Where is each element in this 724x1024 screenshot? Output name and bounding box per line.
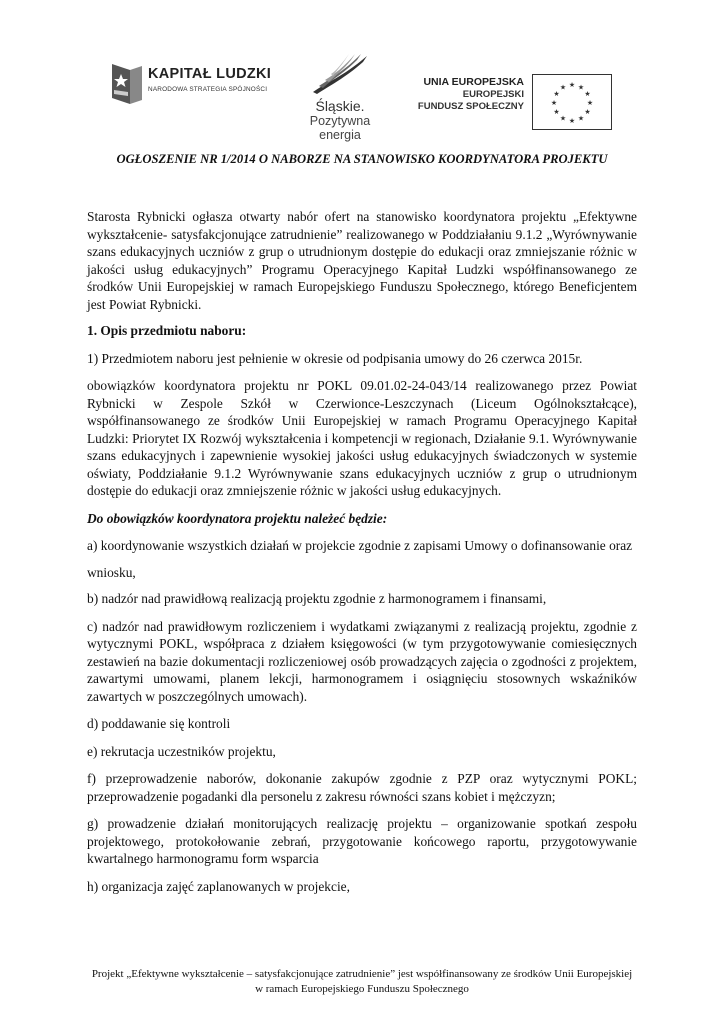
svg-text:★: ★: [553, 90, 560, 98]
eu-flag-icon: [532, 74, 612, 130]
page-title: OGŁOSZENIE NR 1/2014 O NABORZE NA STANOWISKO KOORDYNATORA PROJEKTU: [116, 152, 608, 166]
duty-c: c) nadzór nad prawidłowym rozliczeniem i wydatkami związanymi z realizacją projektu, zgodnie z wytycznymi POKL, współpraca z działem księgowości (w tym przygotowywanie comiesięcznych zestawień na bazie dokumentacji rozliczeniowej osób prowadzących zajęcia o zgodności z projektem, zawartymi umowami, planem lekcji, harmonogramem i osiągnięciu stosownych wskaźników zawartych w poszczególnych umowach).: [87, 618, 637, 704]
header-logos: [0, 48, 724, 142]
kapital-ludzki-subtitle: NARODOWA STRATEGIA SPÓJNOŚCI: [148, 86, 268, 93]
svg-text:★: ★: [586, 99, 594, 107]
duties-description: obowiązków koordynatora projektu nr POKL 09.01.02-24-043/14 realizowanego przez Powiat Rybnicki w Zespole Szkół w Czerwionce-Leszczynach (Liceum Ogólnokształcące), współfinansowanego ze środków Unii Europejskiej w ramach Programu Operacyjnego Kapitał Ludzki: Priorytet IX Rozwój wykształcenia i kompetencji w regionach, Działanie 9.1. Wyrównywanie szans edukacyjnych i zapewnienie wysokiej jakości usług edukacyjnych świadczonych w systemie oświaty, Poddziałanie 9.1.2 Wyrównywanie szans edukacyjnych uczniów z grup o utrudnionym dostępie do edukacji oraz zmniejszenie różnic w jakości usług edukacyjnych.: [87, 378, 637, 498]
duty-e: e) rekrutacja uczestników projektu,: [87, 743, 276, 759]
footer-line-1: Projekt „Efektywne wykształcenie – satysfakcjonujące zatrudnienie” jest współfinansowany ze środków Unii Europejskiej: [91, 968, 633, 980]
svg-text:★: ★: [577, 114, 585, 123]
duties-heading: Do obowiązków koordynatora projektu należeć będzie:: [87, 510, 388, 526]
duty-a: a) koordynowanie wszystkich działań w projekcie zgodnie z zapisami Umowy o dofinansowanie oraz: [87, 538, 633, 553]
eu-line-3: FUNDUSZ SPOŁECZNY: [417, 101, 524, 112]
eu-line-2: EUROPEJSKI: [462, 89, 524, 100]
kapital-ludzki-title: KAPITAŁ LUDZKI: [148, 66, 272, 82]
section-heading: 1. Opis przedmiotu naboru:: [87, 323, 247, 338]
slaskie-name: Śląskie.: [315, 98, 365, 114]
svg-text:★: ★: [577, 83, 585, 92]
duty-b: b) nadzór nad prawidłową realizacją projektu zgodnie z harmonogramem i finansami,: [87, 591, 547, 606]
slaskie-logo: [288, 48, 392, 142]
svg-text:★: ★: [568, 117, 576, 125]
duty-f: f) przeprowadzenie naborów, dokonanie zakupów zgodnie z PZP oraz wytycznymi POKL; przeprowadzenie pogadanki dla personelu z zakresu równości szans kobiet i mężczyzn;: [87, 771, 637, 804]
svg-text:★: ★: [559, 83, 567, 92]
intro-paragraph: Starosta Rybnicki ogłasza otwarty nabór ofert na stanowisko koordynatora projektu „Efektywne wykształcenie- satysfakcjonujące zatrudnienie” realizowanego w Poddziałaniu 9.1.2 „Wyrównywanie szans edukacyjnych uczniów z grup o utrudnionym dostępie do edukacji oraz zmniejszanie różnic w jakości usług edukacyjnych” Programu Operacyjnego Kapitał Ludzki współfinansowanego ze środków Unii Europejskiej w ramach Europejskiego Funduszu Społecznego, którego Beneficjentem jest Powiat Rybnicki.: [87, 209, 637, 312]
svg-text:★: ★: [550, 99, 558, 107]
svg-text:★: ★: [559, 114, 567, 123]
svg-text:★: ★: [584, 108, 591, 116]
duty-g: g) prowadzenie działań monitorujących realizację projektu – organizowanie spotkań zespołu projektowego, protokołowanie zebrań, przygotowanie końcowego raportu, przygotowywanie kwartalnego harmonogramu form wsparcia: [87, 816, 637, 866]
duty-d: d) poddawanie się kontroli: [87, 716, 231, 731]
svg-text:★: ★: [568, 81, 576, 89]
item-1: 1) Przedmiotem naboru jest pełnienie w okresie od podpisania umowy do 26 czerwca 2015r.: [87, 350, 583, 366]
duty-h: h) organizacja zajęć zaplanowanych w projekcie,: [87, 878, 350, 894]
page-footer: [0, 967, 724, 997]
slaskie-tagline: Pozytywna energia: [309, 114, 371, 142]
duty-a-cont: wniosku,: [87, 564, 136, 580]
eu-text-logo: [416, 76, 524, 113]
slaskie-wave-icon: [305, 48, 375, 100]
document-body: [87, 208, 637, 895]
kapital-ludzki-flag-icon: [110, 62, 144, 106]
eu-line-1: UNIA EUROPEJSKA: [423, 76, 524, 88]
footer-line-2: w ramach Europejskiego Funduszu Społecznego: [255, 983, 469, 995]
svg-text:★: ★: [553, 108, 560, 116]
svg-text:★: ★: [584, 90, 591, 98]
